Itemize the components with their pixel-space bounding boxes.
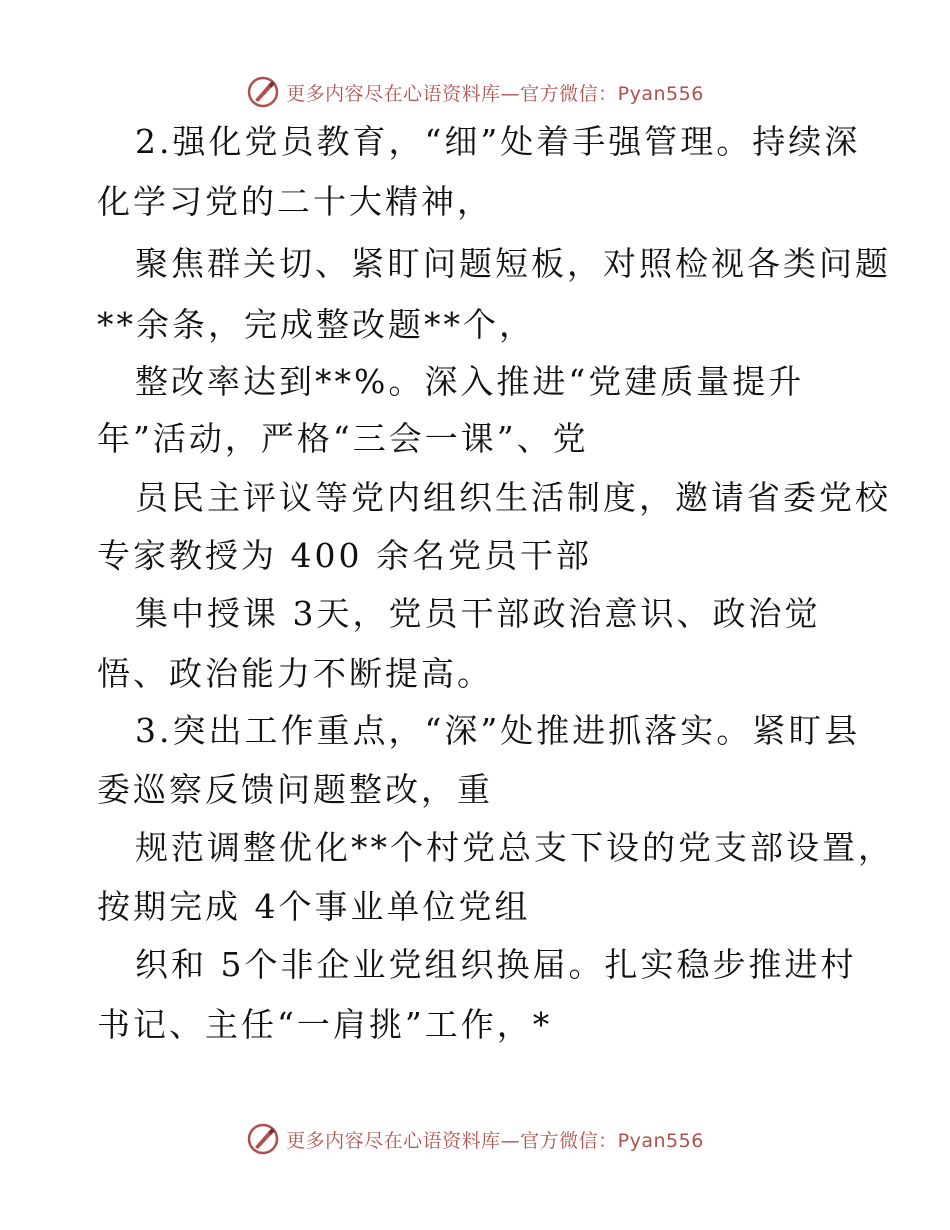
paragraph-line: 集中授课 3天，党员干部政治意识、政治觉 [135, 594, 821, 633]
paragraph-line: 3.突出工作重点，“深”处推进抓落实。紧盯县 [135, 711, 861, 750]
paragraph-line: 专家教授为 400 余名党员干部 [97, 536, 592, 575]
paragraph-line: 书记、主任“一肩挑”工作，* [97, 1005, 553, 1044]
paragraph-line: 按期完成 4个事业单位党组 [97, 887, 531, 926]
paragraph-line: 委巡察反馈问题整改，重 [97, 770, 493, 809]
paragraph-line: 2.强化党员教育，“细”处着手强管理。持续深 [135, 122, 861, 161]
paragraph-line: 年”活动，严格“三会一课”、党 [97, 419, 589, 458]
watermark-text: 更多内容尽在心语资料库—官方微信：Pyan556 [286, 1129, 704, 1152]
paragraph-line: **余条，完成整改题**个， [97, 305, 535, 344]
paragraph-line: 规范调整优化**个村党总支下设的党支部设置， [135, 828, 894, 867]
paragraph-line: 整改率达到**%。深入推进“党建质量提升 [135, 362, 805, 401]
watermark-text: 更多内容尽在心语资料库—官方微信：Pyan556 [286, 82, 704, 105]
paragraph-line: 聚焦群关切、紧盯问题短板，对照检视各类问题 [135, 244, 891, 283]
paragraph-line: 员民主评议等党内组织生活制度，邀请省委党校 [135, 478, 891, 517]
footer-watermark [0, 1119, 950, 1159]
red-pen-circle-logo-icon [246, 1122, 280, 1156]
paragraph-line: 悟、政治能力不断提高。 [97, 654, 493, 693]
red-pen-circle-logo-icon [246, 75, 280, 109]
header-watermark [0, 72, 950, 112]
paragraph-line: 织和 5个非企业党组织换届。扎实稳步推进村 [135, 945, 857, 984]
paragraph-line: 化学习党的二十大精神， [97, 182, 493, 221]
